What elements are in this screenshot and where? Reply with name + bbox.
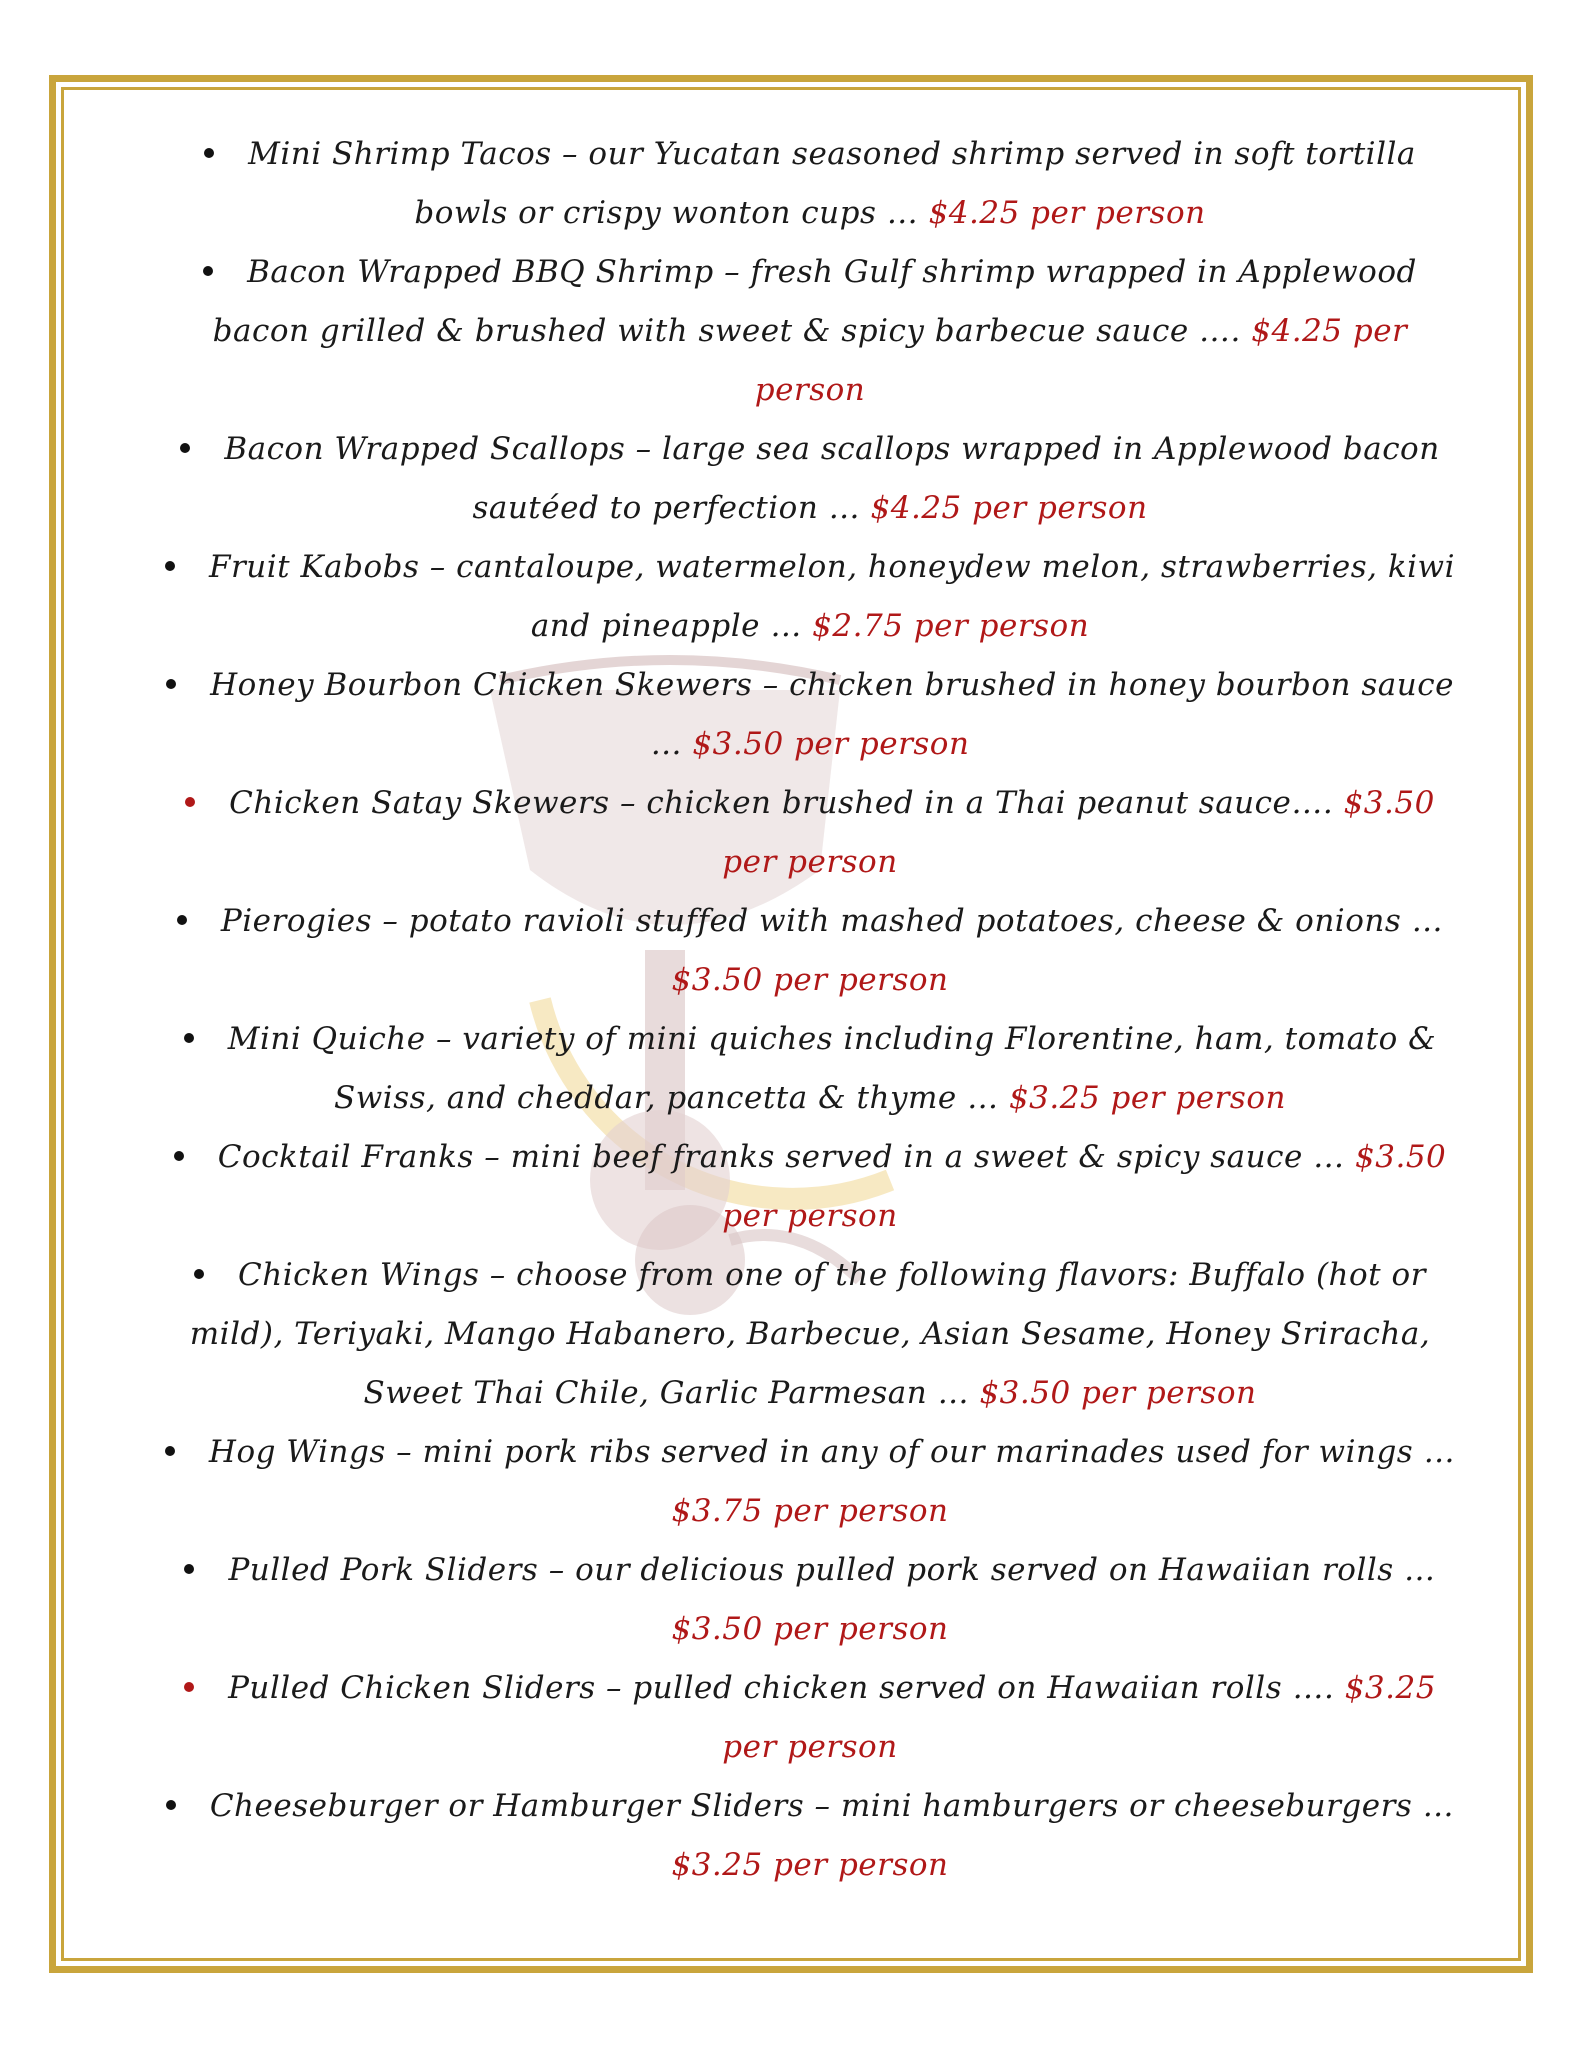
item-name: Fruit Kabobs — [208, 549, 420, 585]
item-description: pulled chicken served on Hawaiian rolls …. — [632, 1670, 1335, 1706]
bullet-icon — [166, 679, 176, 689]
menu-item: Cocktail Franks – mini beef franks served in a sweet & spicy sauce … $3.50 per person — [120, 1128, 1480, 1246]
item-price: $2.75 per person — [812, 608, 1090, 644]
item-description: variety of mini quiches including Florentine, ham, tomato & Swiss, and cheddar, pancetta & thyme … — [334, 1021, 1437, 1116]
item-description: chicken brushed in honey bourbon sauce … — [650, 667, 1454, 762]
bullet-icon — [180, 443, 190, 453]
item-price: $4.25 per person — [928, 195, 1206, 231]
menu-list — [120, 125, 1480, 1895]
bullet-icon — [165, 561, 175, 571]
item-price: $3.50 per person — [722, 785, 1435, 880]
bullet-icon — [174, 1151, 184, 1161]
menu-item: Bacon Wrapped BBQ Shrimp – fresh Gulf shrimp wrapped in Applewood bacon grilled & brushed with sweet & spicy barbecue sauce …. $4.25 per person — [120, 243, 1480, 420]
menu-item: Honey Bourbon Chicken Skewers – chicken brushed in honey bourbon sauce … $3.50 per person — [120, 656, 1480, 774]
bullet-icon — [184, 1682, 194, 1692]
menu-item: Hog Wings – mini pork ribs served in any of our marinades used for wings … $3.75 per person — [120, 1423, 1480, 1541]
item-description: mini pork ribs served in any of our marinades used for wings … — [422, 1434, 1456, 1470]
item-name: Mini Quiche — [227, 1021, 426, 1057]
item-price: $3.50 per person — [722, 1139, 1447, 1234]
item-name: Mini Shrimp Tacos — [248, 136, 552, 172]
item-description: choose from one of the following flavors: Buffalo (hot or mild), Teriyaki, Mango Habanero, Barbecue, Asian Sesame, Honey Sriracha, Sweet Thai Chile, Garlic Parmesan … — [189, 1257, 1431, 1411]
bullet-icon — [204, 148, 214, 158]
menu-item: Mini Quiche – variety of mini quiches including Florentine, ham, tomato & Swiss, and cheddar, pancetta & thyme … $3.25 per person — [120, 1010, 1480, 1128]
item-name: Honey Bourbon Chicken Skewers — [210, 667, 753, 703]
item-description: fresh Gulf shrimp wrapped in Applewood bacon grilled & brushed with sweet & spicy barbecue sauce …. — [212, 254, 1417, 349]
item-description: mini hamburgers or cheeseburgers … — [840, 1788, 1455, 1824]
bullet-icon — [165, 1446, 175, 1456]
item-name: Pulled Pork Sliders — [228, 1552, 539, 1588]
menu-item: Pulled Chicken Sliders – pulled chicken served on Hawaiian rolls …. $3.25 per person — [120, 1659, 1480, 1777]
item-price: $3.50 per person — [692, 726, 970, 762]
item-name: Pulled Chicken Sliders — [228, 1670, 596, 1706]
bullet-icon — [185, 797, 195, 807]
menu-item: Pierogies – potato ravioli stuffed with mashed potatoes, cheese & onions … $3.50 per person — [120, 892, 1480, 1010]
menu-item: Chicken Wings – choose from one of the following flavors: Buffalo (hot or mild), Teriyaki, Mango Habanero, Barbecue, Asian Sesame, Honey Sriracha, Sweet Thai Chile, Garlic Parmesan … $3.50 per person — [189, 1257, 1431, 1411]
item-description: chicken brushed in a Thai peanut sauce…. — [646, 785, 1334, 821]
bullet-icon — [184, 1033, 194, 1043]
item-name: Cheeseburger or Hamburger Sliders — [209, 1788, 805, 1824]
item-name: Pierogies — [220, 903, 372, 939]
menu-item: Mini Shrimp Tacos – our Yucatan seasoned shrimp served in soft tortilla bowls or crispy wonton cups … $4.25 per person — [120, 125, 1480, 243]
bullet-icon — [166, 1800, 176, 1810]
item-description: potato ravioli stuffed with mashed potatoes, cheese & onions … — [408, 903, 1444, 939]
item-price: $3.75 per person — [671, 1493, 949, 1529]
item-price: $4.25 per person — [754, 313, 1408, 408]
item-description: our Yucatan seasoned shrimp served in soft tortilla bowls or crispy wonton cups … — [414, 136, 1416, 231]
bullet-icon — [203, 266, 213, 276]
item-name: Chicken Wings — [238, 1257, 480, 1293]
menu-item: Chicken Satay Skewers – chicken brushed in a Thai peanut sauce…. $3.50 per person — [120, 774, 1480, 892]
item-price: $4.25 per person — [870, 490, 1148, 526]
menu-item: Bacon Wrapped Scallops – large sea scallops wrapped in Applewood bacon sautéed to perfection … $4.25 per person — [120, 420, 1480, 538]
item-name: Hog Wings — [208, 1434, 386, 1470]
item-description: our delicious pulled pork served on Hawaiian rolls … — [575, 1552, 1436, 1588]
menu-item: Pulled Pork Sliders – our delicious pulled pork served on Hawaiian rolls … $3.50 per person — [120, 1541, 1480, 1659]
menu-item: Cheeseburger or Hamburger Sliders – mini hamburgers or cheeseburgers … $3.25 per person — [120, 1777, 1480, 1895]
item-price: $3.25 per person — [722, 1670, 1436, 1765]
item-price: $3.50 per person — [671, 1611, 949, 1647]
bullet-icon — [177, 915, 187, 925]
bullet-icon — [194, 1269, 204, 1279]
item-price: $3.25 per person — [671, 1847, 949, 1883]
menu-item: Fruit Kabobs – cantaloupe, watermelon, honeydew melon, strawberries, kiwi and pineapple … $2.75 per person — [120, 538, 1480, 656]
item-price: $3.50 per person — [979, 1375, 1257, 1411]
item-description: mini beef franks served in a sweet & spicy sauce … — [510, 1139, 1345, 1175]
item-price: $3.50 per person — [671, 962, 949, 998]
bullet-icon — [184, 1564, 194, 1574]
item-name: Chicken Satay Skewers — [229, 785, 610, 821]
item-name: Bacon Wrapped BBQ Shrimp — [247, 254, 714, 290]
item-name: Cocktail Franks — [217, 1139, 474, 1175]
item-description: large sea scallops wrapped in Applewood bacon sautéed to perfection … — [472, 431, 1440, 526]
item-price: $3.25 per person — [1008, 1080, 1286, 1116]
item-name: Bacon Wrapped Scallops — [224, 431, 626, 467]
item-description: cantaloupe, watermelon, honeydew melon, strawberries, kiwi and pineapple … — [456, 549, 1456, 644]
